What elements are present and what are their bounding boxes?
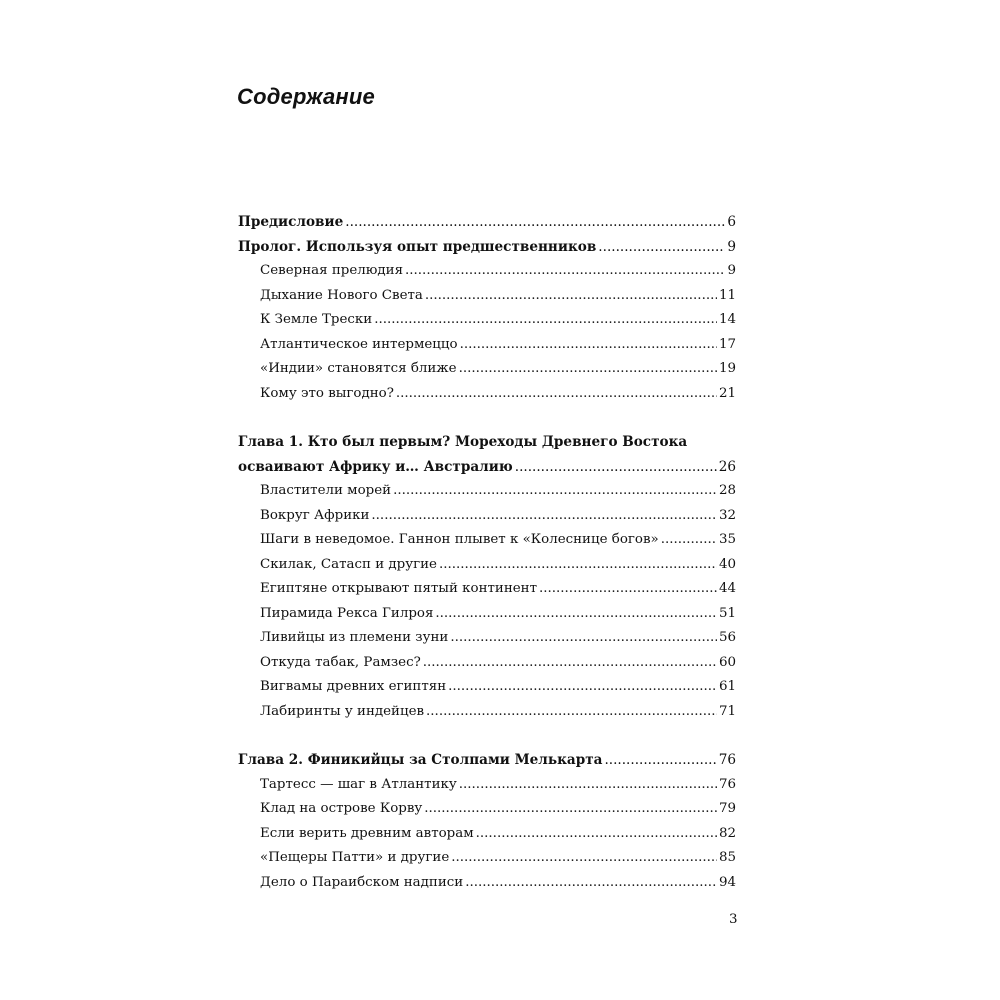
toc-entry-label: Если верить древним авторам (260, 825, 474, 841)
dot-leader (598, 235, 725, 260)
toc-entry-label: Египтяне открывают пятый континент (260, 581, 538, 596)
toc-entry-page: 56 (718, 630, 736, 645)
toc-entry-page: 9 (727, 238, 736, 255)
dot-leader (451, 846, 717, 871)
toc-entry-label: Властители морей (260, 483, 392, 498)
toc-entry-label: Ливийцы из племени зуни (260, 630, 449, 645)
toc-group-chapter-1 (238, 430, 736, 724)
toc-entry-label: Лабиринты у индейцев (260, 703, 425, 719)
dot-leader (465, 871, 717, 896)
toc-entry[interactable] (238, 797, 736, 822)
toc-entry[interactable] (238, 553, 736, 578)
toc-entry[interactable] (238, 626, 736, 651)
dot-leader (345, 210, 725, 235)
toc-entry-label: Глава 1. Кто был первым? Мореходы Древнего Востока (238, 434, 688, 450)
dot-leader (459, 773, 717, 798)
dot-leader (460, 333, 717, 358)
toc-entry-label: Дело о Параибском надписи (260, 874, 464, 890)
toc-entry-page: 61 (718, 679, 736, 694)
dot-leader (661, 528, 717, 553)
dot-leader (371, 504, 717, 529)
toc-entry-label: осваивают Африку и… Австралию (238, 458, 513, 475)
toc-entry-label: Скилак, Сатасп и другие (260, 556, 437, 572)
toc-entry-page: 35 (718, 532, 736, 547)
toc-group-chapter-2 (238, 748, 736, 895)
toc-entry-label: Атлантическое интермеццо (260, 336, 458, 352)
toc-entry-label: Вокруг Африки (260, 507, 370, 523)
toc-entry-page: 32 (718, 507, 736, 523)
toc-entry[interactable] (238, 308, 736, 333)
toc-entry-label: Вигвамы древних египтян (260, 679, 447, 694)
dot-leader (459, 357, 717, 382)
toc-entry-page: 11 (718, 287, 736, 303)
toc-entry[interactable] (238, 235, 736, 260)
toc-group-preface-prologue (238, 210, 736, 406)
dot-leader (439, 553, 717, 578)
toc-entry-label: Дыхание Нового Света (260, 287, 423, 303)
toc-entry-label: «Индии» становятся ближе (260, 361, 457, 376)
toc-entry[interactable] (238, 504, 736, 529)
toc-entry[interactable] (238, 846, 736, 871)
toc-entry-page: 76 (718, 752, 736, 768)
dot-leader (393, 479, 717, 504)
toc-entry-page: 40 (718, 556, 736, 572)
dot-leader (604, 748, 716, 773)
toc-entry-page: 79 (718, 801, 736, 816)
toc-entry[interactable] (238, 871, 736, 896)
dot-leader (374, 308, 717, 333)
dot-leader (435, 602, 717, 627)
dot-leader (425, 284, 717, 309)
toc-entry-page: 82 (718, 825, 736, 841)
toc-entry-label: Предисловие (238, 214, 344, 230)
toc-entry-label: К Земле Трески (260, 312, 373, 327)
page-title: Содержание (237, 84, 375, 109)
toc-entry-page: 19 (718, 361, 736, 376)
dot-leader (539, 577, 717, 602)
page-number: 3 (729, 912, 738, 927)
toc-entry[interactable] (238, 210, 736, 235)
toc-entry-page: 51 (718, 605, 736, 621)
dot-leader (424, 797, 717, 822)
toc-entry-page: 6 (727, 214, 736, 230)
dot-leader (426, 700, 717, 725)
toc-entry-label: Клад на острове Корву (260, 801, 423, 816)
toc-entry-page: 26 (718, 458, 736, 475)
toc-entry[interactable] (238, 357, 736, 382)
toc-entry[interactable] (238, 333, 736, 358)
toc-entry-label: Кому это выгодно? (260, 385, 394, 401)
toc-entry-page: 85 (718, 850, 736, 865)
toc-entry-page: 71 (718, 703, 736, 719)
toc-entry-page: 21 (718, 385, 736, 401)
dot-leader (515, 455, 717, 480)
toc-entry-label: Глава 2. Финикийцы за Столпами Мелькарта (238, 752, 603, 768)
toc-entry[interactable] (238, 700, 736, 725)
toc-entry-page: 76 (718, 776, 736, 792)
toc-entry-label: Пролог. Используя опыт предшественников (238, 238, 597, 255)
toc-entry-label: Пирамида Рекса Гилроя (260, 605, 434, 621)
toc-entry[interactable] (238, 773, 736, 798)
dot-leader (450, 626, 717, 651)
toc-entry[interactable] (238, 455, 736, 480)
dot-leader (448, 675, 717, 700)
toc-chapter-heading-line[interactable] (238, 430, 736, 455)
toc-entry[interactable] (238, 528, 736, 553)
toc-entry[interactable] (238, 602, 736, 627)
toc-entry-label: Откуда табак, Рамзес? (260, 654, 421, 670)
dot-leader (405, 259, 725, 284)
toc-entry[interactable] (238, 259, 736, 284)
toc-entry-page: 17 (718, 336, 736, 352)
toc-entry-label: Шаги в неведомое. Ганнон плывет к «Колеснице богов» (260, 532, 659, 547)
toc-entry[interactable] (238, 382, 736, 407)
toc-entry[interactable] (238, 479, 736, 504)
toc-entry-label: Северная прелюдия (260, 263, 404, 278)
dot-leader (423, 651, 717, 676)
dot-leader (396, 382, 717, 407)
toc-entry-page: 44 (718, 581, 736, 596)
toc-entry[interactable] (238, 822, 736, 847)
toc-entry[interactable] (238, 651, 736, 676)
toc-entry-label: Тартесс — шаг в Атлантику (260, 776, 457, 792)
toc-entry-page: 28 (718, 483, 736, 498)
toc-entry-page: 14 (718, 312, 736, 327)
toc-entry-label: «Пещеры Патти» и другие (260, 850, 450, 865)
toc-entry[interactable] (238, 284, 736, 309)
toc-entry-page: 9 (727, 263, 736, 278)
toc-entry[interactable] (238, 577, 736, 602)
dot-leader (476, 822, 717, 847)
toc-entry-page: 60 (718, 654, 736, 670)
toc-entry[interactable] (238, 748, 736, 773)
table-of-contents (238, 210, 736, 895)
toc-entry-page: 94 (718, 874, 736, 890)
toc-entry[interactable] (238, 675, 736, 700)
